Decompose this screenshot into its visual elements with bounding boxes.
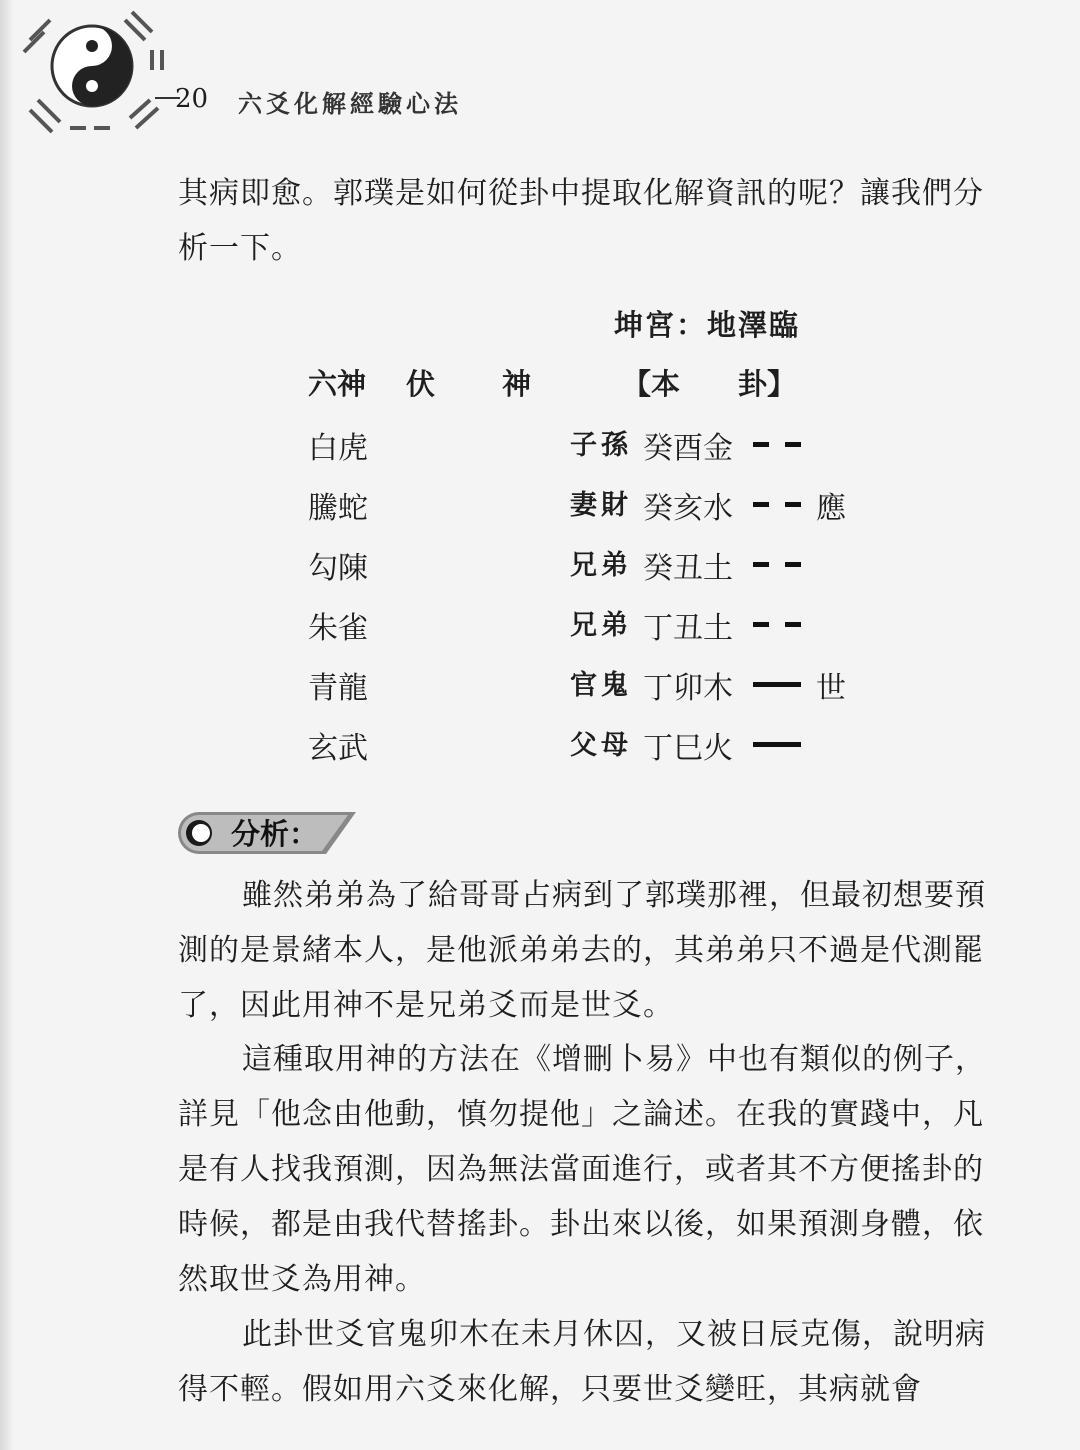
ganzhi-label: 丁丑土 xyxy=(643,611,733,646)
relation-label: 兄弟 xyxy=(570,550,632,581)
relation-label: 妻財 xyxy=(570,490,632,521)
relation-label: 子孫 xyxy=(570,430,632,461)
liushen-label: 勾陳 xyxy=(308,551,368,586)
hexagram-title: 坤宮：地澤臨 xyxy=(614,308,801,342)
relation-label: 父母 xyxy=(570,730,632,761)
yin-line-icon xyxy=(753,442,801,447)
hexagram-row xyxy=(0,423,1080,466)
ganzhi-label: 癸酉金 xyxy=(643,431,733,466)
hexagram-row xyxy=(0,723,1080,766)
ganzhi-label: 癸丑土 xyxy=(643,551,733,586)
yang-line-icon xyxy=(753,682,801,687)
analysis-paragraph-1: 雖然弟弟為了給哥哥占病到了郭璞那裡，但最初想要預測的是景緒本人，是他派弟弟去的，其弟弟只不過是代測罷了，因此用神不是兄弟爻而是世爻。 xyxy=(178,878,986,1023)
bagua-taiji-icon xyxy=(10,0,180,140)
liushen-label: 青龍 xyxy=(308,671,368,706)
relation-label: 兄弟 xyxy=(570,610,632,641)
yin-line-icon xyxy=(753,622,801,627)
liushen-label: 騰蛇 xyxy=(308,491,368,526)
hexagram-row xyxy=(0,543,1080,586)
liushen-label: 玄武 xyxy=(308,731,368,766)
shi-ying-mark: 世 xyxy=(816,671,846,706)
liushen-label: 朱雀 xyxy=(308,611,368,646)
relation-label: 官鬼 xyxy=(570,670,632,701)
hexagram-row xyxy=(0,663,1080,706)
liushen-label: 白虎 xyxy=(308,431,368,466)
book-title: 六爻化解經驗心法 xyxy=(238,90,462,118)
intro-paragraph: 其病即愈。郭璞是如何從卦中提取化解資訊的呢？讓我們分析一下。 xyxy=(178,176,984,266)
header-bengua: 【本 卦】 xyxy=(622,367,797,401)
ganzhi-label: 丁卯木 xyxy=(643,671,733,706)
header-shen: 神 xyxy=(502,367,532,401)
ganzhi-label: 丁巳火 xyxy=(643,731,733,766)
header-fu: 伏 xyxy=(406,367,436,401)
yin-line-icon xyxy=(753,502,801,507)
shi-ying-mark: 應 xyxy=(816,491,846,526)
yang-line-icon xyxy=(753,742,801,747)
ganzhi-label: 癸亥水 xyxy=(643,491,733,526)
header-liushen: 六神 xyxy=(308,367,367,401)
analysis-label: 分析： xyxy=(231,817,319,851)
analysis-paragraph-2: 這種取用神的方法在《增刪卜易》中也有類似的例子，詳見「他念由他動，慎勿提他」之論述。在我的實踐中，凡是有人找我預測，因為無法當面進行，或者其不方便搖卦的時候，都是由我代替搖卦。卦出來以後，如果預測身體，依然取世爻為用神。 xyxy=(178,1042,986,1297)
analysis-paragraph-3: 此卦世爻官鬼卯木在未月休囚，又被日辰克傷，說明病得不輕。假如用六爻來化解，只要世爻變旺，其病就會 xyxy=(178,1317,986,1407)
yin-line-icon xyxy=(753,562,801,567)
page-number: 20 xyxy=(175,84,209,114)
hexagram-row xyxy=(0,483,1080,526)
hexagram-row xyxy=(0,603,1080,646)
